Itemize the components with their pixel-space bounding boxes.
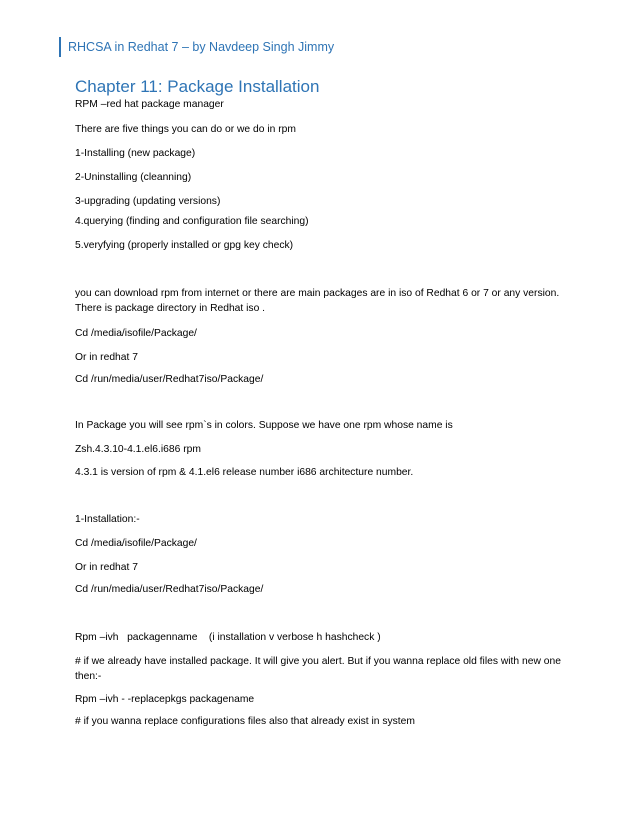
paragraph-download-rpm: you can download rpm from internet or there are main packages are in iso of Redhat 6 or 7 or any version. There is package directory in Redhat iso . <box>75 288 560 314</box>
list-item-querying: 4.querying (finding and configuration file searching) <box>75 216 309 227</box>
list-item-verifying: 5.veryfying (properly installed or gpg key check) <box>75 240 294 251</box>
paragraph-rpm-definition: RPM –red hat package manager <box>75 99 224 110</box>
command-cd-media-2: Cd /media/isofile/Package/ <box>75 538 197 549</box>
paragraph-redhat7: Or in redhat 7 <box>75 352 138 363</box>
command-cd-run-media-2: Cd /run/media/user/Redhat7iso/Package/ <box>75 584 264 595</box>
command-rpm-ivh: Rpm –ivh packagenname (i installation v verbose h hashcheck ) <box>75 632 381 643</box>
command-cd-media: Cd /media/isofile/Package/ <box>75 328 197 339</box>
paragraph-version-info: 4.3.1 is version of rpm & 4.1.el6 release number i686 architecture number. <box>75 467 414 478</box>
chapter-title: Chapter 11: Package Installation <box>75 77 320 96</box>
running-header: RHCSA in Redhat 7 – by Navdeep Singh Jimmy <box>59 37 334 57</box>
paragraph-rpm-example: Zsh.4.3.10-4.1.el6.i686 rpm <box>75 444 201 455</box>
list-item-upgrading: 3-upgrading (updating versions) <box>75 196 221 207</box>
list-item-installing: 1-Installing (new package) <box>75 148 196 159</box>
paragraph-replace-config: # if you wanna replace configurations files also that already exist in system <box>75 716 415 727</box>
section-installation: 1-Installation:- <box>75 514 140 525</box>
list-item-uninstalling: 2-Uninstalling (cleanning) <box>75 172 192 183</box>
paragraph-five-things: There are five things you can do or we do in rpm <box>75 124 296 135</box>
paragraph-replace-alert: # if we already have installed package. It will give you alert. But if you wanna replace old files with new one then:- <box>75 656 561 682</box>
command-rpm-replacepkgs: Rpm –ivh - -replacepkgs packagename <box>75 694 255 705</box>
paragraph-redhat7-2: Or in redhat 7 <box>75 562 138 573</box>
command-cd-run-media: Cd /run/media/user/Redhat7iso/Package/ <box>75 374 264 385</box>
paragraph-rpm-colors: In Package you will see rpm`s in colors. Suppose we have one rpm whose name is <box>75 420 453 431</box>
